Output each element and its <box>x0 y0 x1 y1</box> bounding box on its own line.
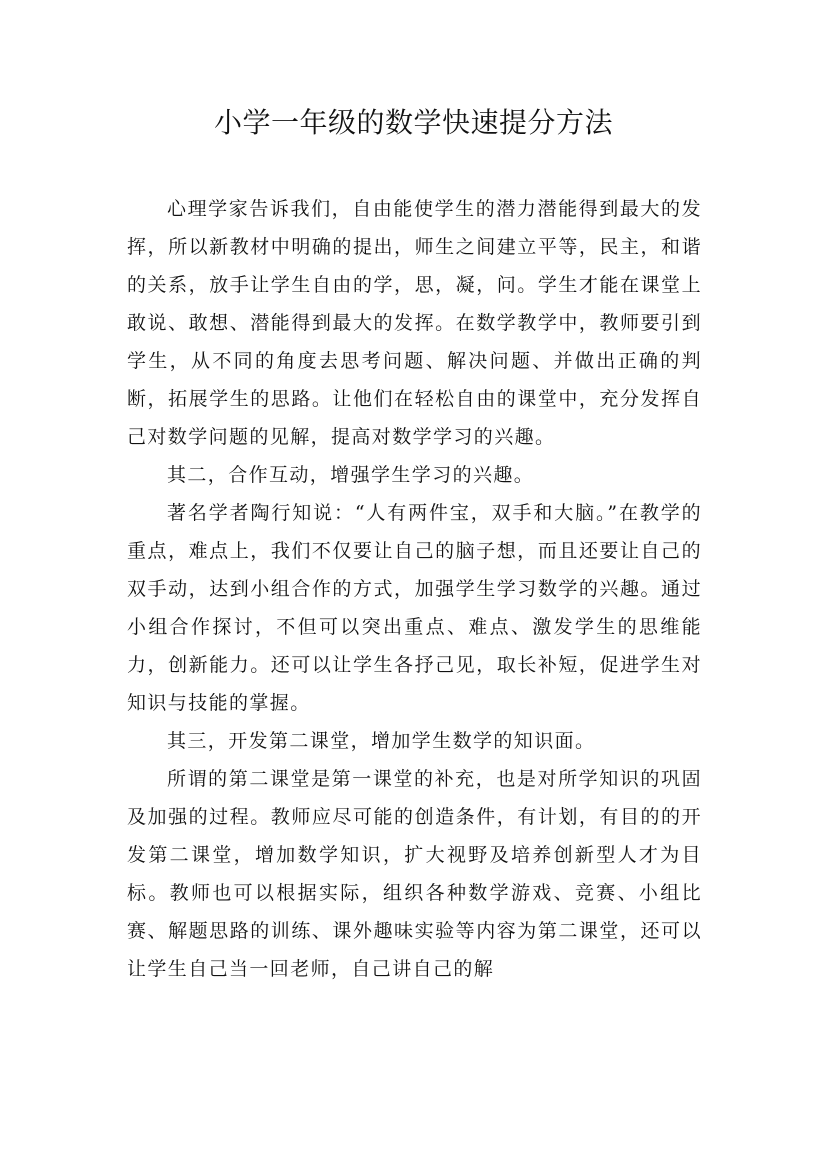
paragraph-1: 心理学家告诉我们，自由能使学生的潜力潜能得到最大的发挥，所以新教材中明确的提出，师生之间建立平等，民主，和谐的关系，放手让学生自由的学，思，凝，问。学生才能在课堂上敢说、敢想、潜能得到最大的发挥。在数学教学中，教师要引到学生，从不同的角度去思考问题、解决问题、并做出正确的判断，拓展学生的思路。让他们在轻松自由的课堂中，充分发挥自己对数学问题的见解，提高对数学学习的兴趣。 <box>127 198 702 448</box>
paragraph-2: 其二，合作互动，增强学生学习的兴趣。 <box>167 464 535 486</box>
paragraph-4: 其三，开发第二课堂，增加学生数学的知识面。 <box>167 730 596 752</box>
document-body <box>127 190 702 988</box>
paragraph-3: 著名学者陶行知说：“人有两件宝，双手和大脑。”在教学的重点，难点上，我们不仅要让自己的脑子想，而且还要让自己的双手动，达到小组合作的方式，加强学生学习数学的兴趣。通过小组合作探讨，不但可以突出重点、难点、激发学生的思维能力，创新能力。还可以让学生各抒己见，取长补短，促进学生对知识与技能的掌握。 <box>127 502 702 714</box>
document-title: 小学一年级的数学快速提分方法 <box>213 106 613 139</box>
paragraph-5: 所谓的第二课堂是第一课堂的补充，也是对所学知识的巩固及加强的过程。教师应尽可能的创造条件，有计划，有目的的开发第二课堂，增加数学知识，扩大视野及培养创新型人才为目标。教师也可以根据实际，组织各种数学游戏、竞赛、小组比赛、解题思路的训练、课外趣味实验等内容为第二课堂，还可以让学生自己当一回老师，自己讲自己的解 <box>127 768 702 980</box>
